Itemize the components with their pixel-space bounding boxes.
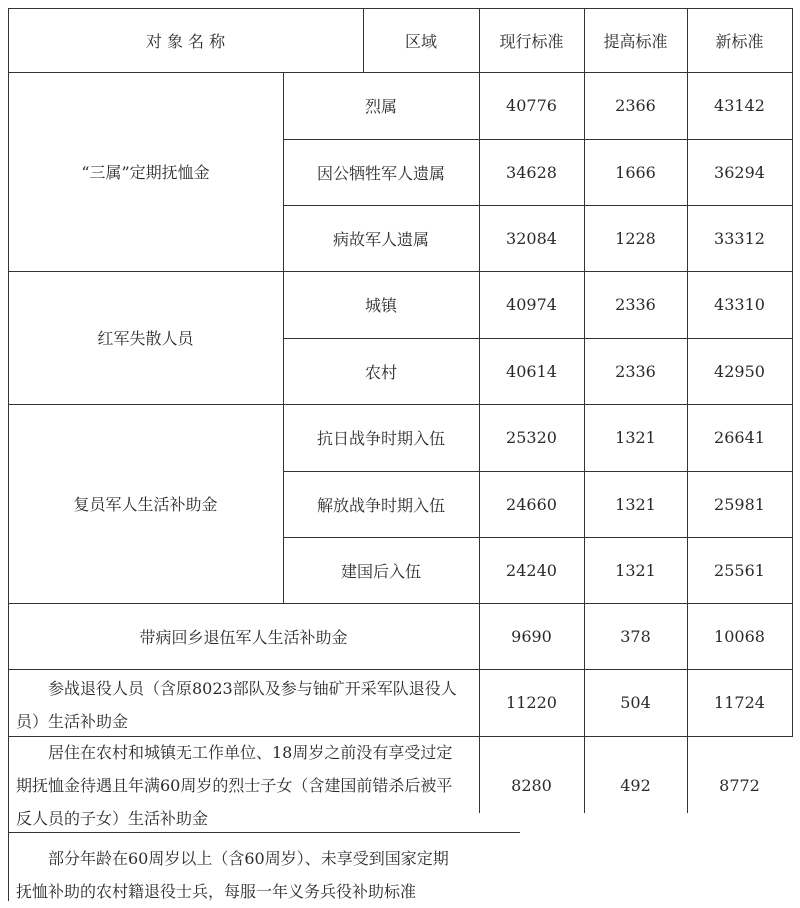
single-raise: 378 (620, 626, 651, 646)
group-name: 红军失散人员 (97, 329, 194, 348)
row-raise: 2336 (615, 295, 656, 314)
header-raise: 提高标准 (603, 31, 668, 51)
row-raise: 2336 (615, 361, 656, 381)
single-name (16, 842, 478, 908)
row-new: 33312 (714, 228, 765, 248)
single-name-line: 居住在农村和城镇无工作单位、18周岁之前没有享受过定 (48, 743, 453, 762)
row-current: 40614 (506, 361, 557, 381)
row-new: 43310 (714, 295, 765, 314)
row-current: 34628 (506, 162, 557, 182)
single-raise: 504 (620, 693, 651, 712)
header-name: 对 象 名 称 (145, 31, 226, 51)
single-name-line: 参战退役人员（含原8023部队及参与铀矿开采军队退役人 (48, 679, 457, 698)
row-region: 烈属 (364, 97, 397, 116)
row-raise: 1321 (615, 560, 656, 580)
row-raise: 1666 (615, 162, 656, 182)
row-new: 36294 (714, 162, 765, 182)
single-current: 8280 (511, 775, 552, 795)
row-raise: 2366 (615, 96, 656, 115)
single-name: 带病回乡退伍军人生活补助金 (139, 627, 348, 647)
row-raise: 1228 (615, 228, 656, 248)
rule (792, 8, 793, 737)
group-name: 复员军人生活补助金 (73, 495, 218, 514)
single-current: 11220 (506, 693, 557, 712)
row-region: 因公牺牲军人遗属 (316, 163, 445, 183)
header-region: 区域 (404, 31, 437, 51)
single-new: 11724 (714, 693, 765, 712)
single-name (16, 736, 478, 835)
row-current: 32084 (506, 228, 557, 248)
row-current: 40974 (506, 295, 557, 314)
header-new: 新标准 (715, 31, 764, 51)
row-new: 43142 (714, 96, 765, 115)
row-current: 25320 (506, 428, 557, 447)
row-region: 建国后入伍 (340, 561, 421, 581)
row-region: 病故军人遗属 (332, 229, 429, 249)
row-raise: 1321 (615, 494, 656, 514)
single-name-line: 员）生活补助金 (16, 712, 129, 731)
group-name: “三属”定期抚恤金 (81, 163, 210, 182)
row-current: 40776 (506, 96, 557, 115)
single-name-line: 期抚恤金待遇且年满60周岁的烈士子女（含建国前错杀后被平 (16, 776, 453, 795)
row-region: 城镇 (364, 296, 397, 315)
single-new: 10068 (714, 626, 765, 646)
single-name-line: 反人员的子女）生活补助金 (16, 809, 209, 828)
row-raise: 1321 (615, 428, 656, 447)
single-new: 8772 (719, 775, 760, 795)
single-name-line: 抚恤补助的农村籍退役士兵，每服一年义务兵役补助标准 (16, 882, 417, 901)
row-current: 24240 (506, 560, 557, 580)
row-region: 解放战争时期入伍 (316, 495, 445, 515)
row-new: 25561 (714, 560, 765, 580)
single-raise: 492 (620, 775, 651, 795)
header-current: 现行标准 (499, 31, 564, 51)
row-new: 25981 (714, 494, 765, 514)
row-region: 抗日战争时期入伍 (316, 429, 445, 448)
row-current: 24660 (506, 494, 557, 514)
row-new: 26641 (714, 428, 765, 447)
single-name-line: 部分年龄在60周岁以上（含60周岁）、未享受到国家定期 (48, 849, 449, 868)
single-current: 9690 (511, 626, 552, 646)
single-name (16, 672, 478, 738)
row-region: 农村 (364, 362, 397, 382)
row-new: 42950 (714, 361, 765, 381)
